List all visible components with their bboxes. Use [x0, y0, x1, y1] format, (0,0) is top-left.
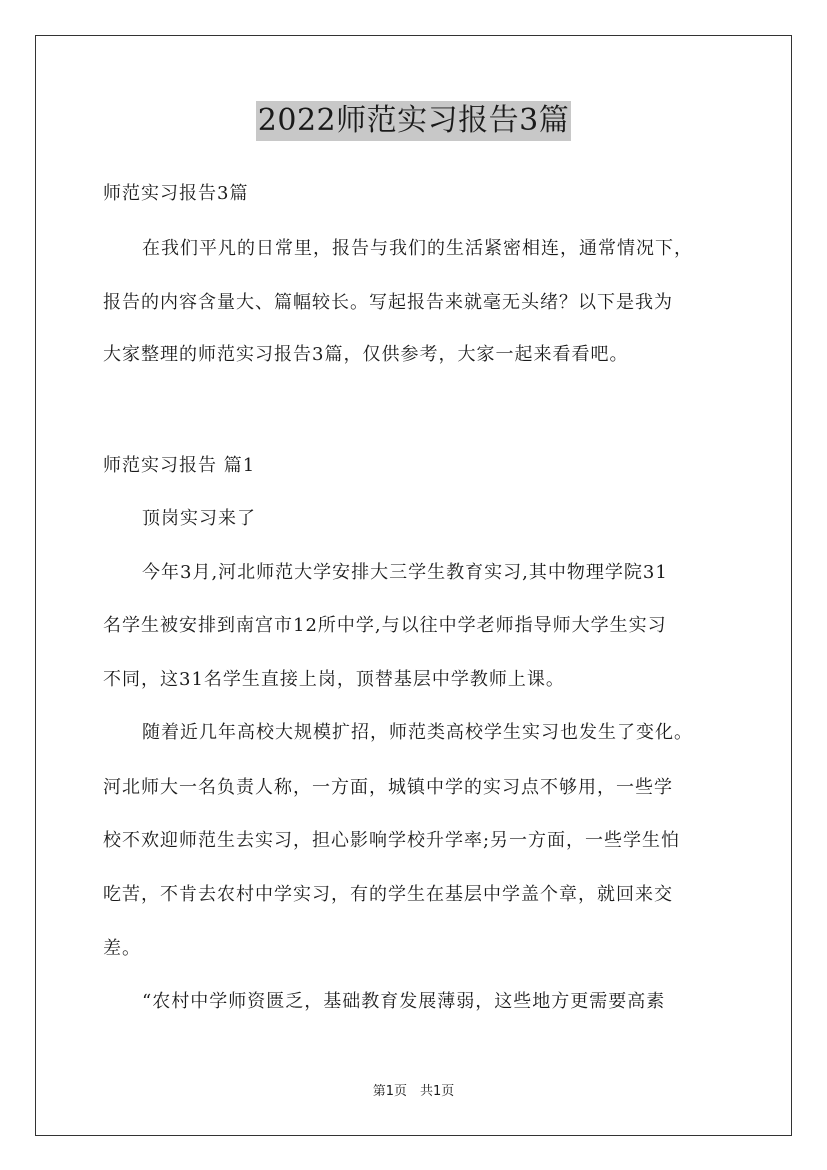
- section-heading: 师范实习报告 篇1: [103, 455, 256, 476]
- paragraph-line: “农村中学师资匮乏，基础教育发展薄弱，这些地方更需要高素: [142, 991, 666, 1012]
- paragraph-line: 差。: [103, 938, 141, 959]
- paragraph-line: 不同，这31名学生直接上岗，顶替基层中学教师上课。: [103, 669, 565, 690]
- section-heading: 师范实习报告3篇: [103, 183, 249, 204]
- page-footer: 第1页 共1页: [372, 1084, 455, 1099]
- paragraph-line: 吃苦，不肯去农村中学实习，有的学生在基层中学盖个章，就回来交: [103, 884, 673, 905]
- paragraph-line: 今年3月,河北师范大学安排大三学生教育实习,其中物理学院31: [142, 562, 668, 583]
- title-container: [0, 101, 827, 141]
- paragraph-line: 名学生被安排到南宫市12所中学,与以往中学老师指导师大学生实习: [103, 615, 667, 636]
- paragraph-line: 校不欢迎师范生去实习，担心影响学校升学率;另一方面，一些学生怕: [103, 830, 681, 851]
- paragraph-line: 在我们平凡的日常里，报告与我们的生活紧密相连，通常情况下，: [142, 238, 693, 259]
- paragraph-line: 随着近几年高校大规模扩招，师范类高校学生实习也发生了变化。: [142, 722, 693, 743]
- paragraph-line: 河北师大一名负责人称，一方面，城镇中学的实习点不够用，一些学: [103, 777, 673, 798]
- paragraph-line: 报告的内容含量大、篇幅较长。写起报告来就毫无头绪？以下是我为: [103, 292, 673, 313]
- paragraph-line: 大家整理的师范实习报告3篇，仅供参考，大家一起来看看吧。: [103, 344, 629, 365]
- document-title: 2022师范实习报告3篇: [256, 101, 571, 141]
- paragraph-line: 顶岗实习来了: [142, 508, 256, 529]
